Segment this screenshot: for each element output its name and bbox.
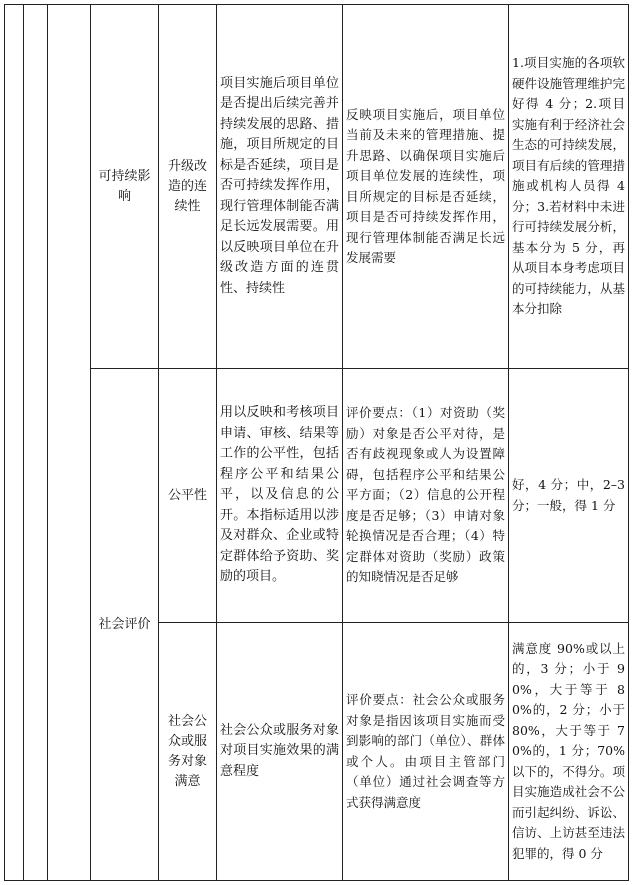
table-row <box>5 369 629 623</box>
indicator-name: 公平性 <box>159 369 217 623</box>
evaluation-key-points: 评价要点：社会公众或服务对象是指因该项目实施而受到影响的部门（单位）、群体或个人。由项目主管部门（单位）通过社会调查等方式获得满意度 <box>343 623 509 881</box>
level1-cell <box>5 5 24 881</box>
level4-sustainability: 可持续影响 <box>91 5 159 369</box>
indicator-name: 社会公众或服务对象满意 <box>159 623 217 881</box>
scoring-rule: 好，4 分；中，2–3 分；一般，得 1 分 <box>509 369 629 623</box>
evaluation-indicator-table <box>4 4 629 881</box>
level3-cell <box>48 5 91 881</box>
evaluation-key-points: 反映项目实施后，项目单位当前及未来的管理措施、提升思路、以确保项目实施后项目单位发展的连续性，项目所规定的目标是否延续，项目是否可持续发挥作用，现行管理体制能否满足长远发展需要 <box>343 5 509 369</box>
indicator-definition: 项目实施后项目单位是否提出后续完善并持续发展的思路、措施，项目所规定的目标是否延续，项目是否可持续发挥作用，现行管理体制能否满足长远发展需要。用以反映项目单位在升级改造方面的连贯性、持续性 <box>217 5 343 369</box>
indicator-definition: 用以反映和考核项目申请、审核、结果等工作的公平性，包括程序公平和结果公平，以及信息的公开。本指标适用以涉及对群众、企业或特定群体给予资助、奖励的项目。 <box>217 369 343 623</box>
indicator-definition: 社会公众或服务对象对项目实施效果的满意程度 <box>217 623 343 881</box>
scoring-rule: 满意度 90%或以上的，3 分；小于 90%，大于等于 80%的，2 分；小于 80%，大于等于 70%的，1 分；70%以下的，不得分。项目实施造成社会不公而引起纠纷、诉讼、信访、上访甚至违法犯罪的，得 0 分 <box>509 623 629 881</box>
evaluation-key-points: 评价要点：（1）对资助（奖励）对象是否公平对待，是否有歧视现象或人为设置障碍，包括程序公平和结果公平方面；（2）信息的公开程度是否足够；（3）申请对象轮换情况是否合理；（4）特定群体对资助（奖励）政策的知晓情况是否足够 <box>343 369 509 623</box>
indicator-name: 升级改造的连续性 <box>159 5 217 369</box>
level4-social-evaluation: 社会评价 <box>91 369 159 881</box>
level2-cell <box>24 5 48 881</box>
table-row <box>5 5 629 369</box>
scoring-rule: 1.项目实施的各项软硬件设施管理维护完好得 4 分；2.项目实施有利于经济社会生态的可持续发展，项目有后续的管理措施或机构人员得 4 分；3.若材料中未进行可持续发展分析，基本分为 5 分，再从项目本身考虑项目的可持续能力，从基本分扣除 <box>509 5 629 369</box>
